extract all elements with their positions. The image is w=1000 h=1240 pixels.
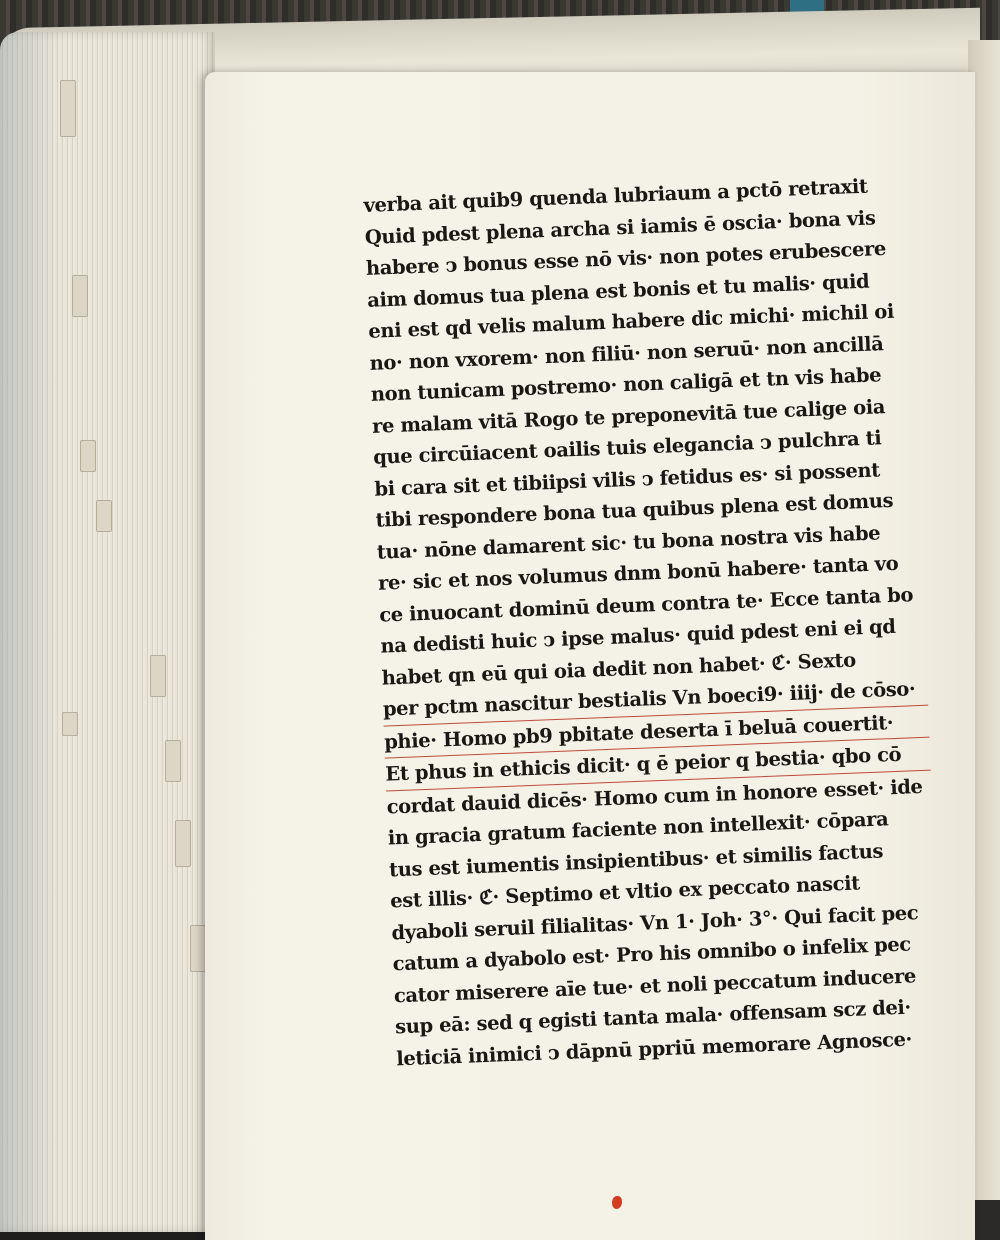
text-line: no· non vxorem· non filiū· non seruū· non ancillā [369,331,884,375]
text-line: re malam vitā Rogo te preponevitā tue calige oia [371,394,886,438]
text-line: dyaboli seruil filialitas· Vn 1· Joh· 3°· Qui facit pec [391,900,919,944]
text-line-rubricated: phie· Homo pb9 pbitate deserta ī beluā couertit· [384,705,930,758]
text-line: Quid pdest plena archa si iamis ē oscia· bona vis [364,205,876,249]
page-tab [60,80,76,137]
text-line: bi cara sit et tibiipsi vilis ↄ fetidus es· si possent [374,457,881,501]
text-line: catum a dyabolo est· Pro his omnibo o infelix pec [392,932,912,976]
text-line: est illis· ℭ· Septimo et vltio ex peccato nascit [389,871,861,913]
text-line-rubricated: Et phus in ethicis dicit· q ē peior q bestia· qbo cō [385,738,931,791]
text-line: sup eā: sed q egisti tanta mala· offensam scz dei· [394,995,912,1039]
page-tab [165,740,181,782]
text-line: tus est iumentis insipientibus· et similis factus [388,839,884,881]
text-line: re· sic et nos volumus dnm bonū habere· tanta vo [377,551,899,595]
text-line: cordat dauid dicēs· Homo cum in honore esset· ide [386,774,923,819]
text-line: ce inuocant dominū deum contra te· Ecce tanta bo [378,582,914,627]
text-line: que circūiacent oailis tuis elegancia ↄ pulchra ti [372,426,882,469]
text-line: leticiā inimici ↄ dāpnū ppriū memorare Agnosce· [395,1027,913,1070]
text-line: tibi respondere bona tua quibus plena est domus [375,488,894,532]
text-line: eni est qd velis malum habere dic michi· michil oi [367,299,895,343]
text-line: na dedisti huic ↄ ipse malus· quid pdest eni ei qd [380,614,896,658]
text-line: non tunicam postremo· non caligā et tn vis habe [370,363,882,406]
text-line: verba ait quib9 quenda lubriaum a pctō retraxit [363,174,868,217]
text-line: cator miserere aīe tue· et noli peccatum inducere [393,963,917,1007]
text-line: tua· nōne damarent sic· tu bona nostra vis habe [376,520,881,564]
page-tab [62,712,78,736]
page-tab [175,820,191,867]
page-tab [72,275,88,317]
page-tab [96,500,112,532]
text-line: habere ↄ bonus esse nō vis· non potes erubescere [365,236,887,280]
page-tab [150,655,166,697]
text-line: habet qn eū qui oia dedit non habet· ℭ· Sexto [381,647,857,690]
page-tab [80,440,96,472]
text-line: aim domus tua plena est bonis et tu malis· quid [366,269,870,312]
text-line-rubricated: per pctm nascitur bestialis Vn boeci9· iiij· de cōso· [382,673,928,726]
text-block [363,169,942,1074]
page-tab [190,925,206,972]
text-line: in gracia gratum faciente non intellexit· cōpara [387,807,889,850]
page-edge-shade [0,32,60,1232]
